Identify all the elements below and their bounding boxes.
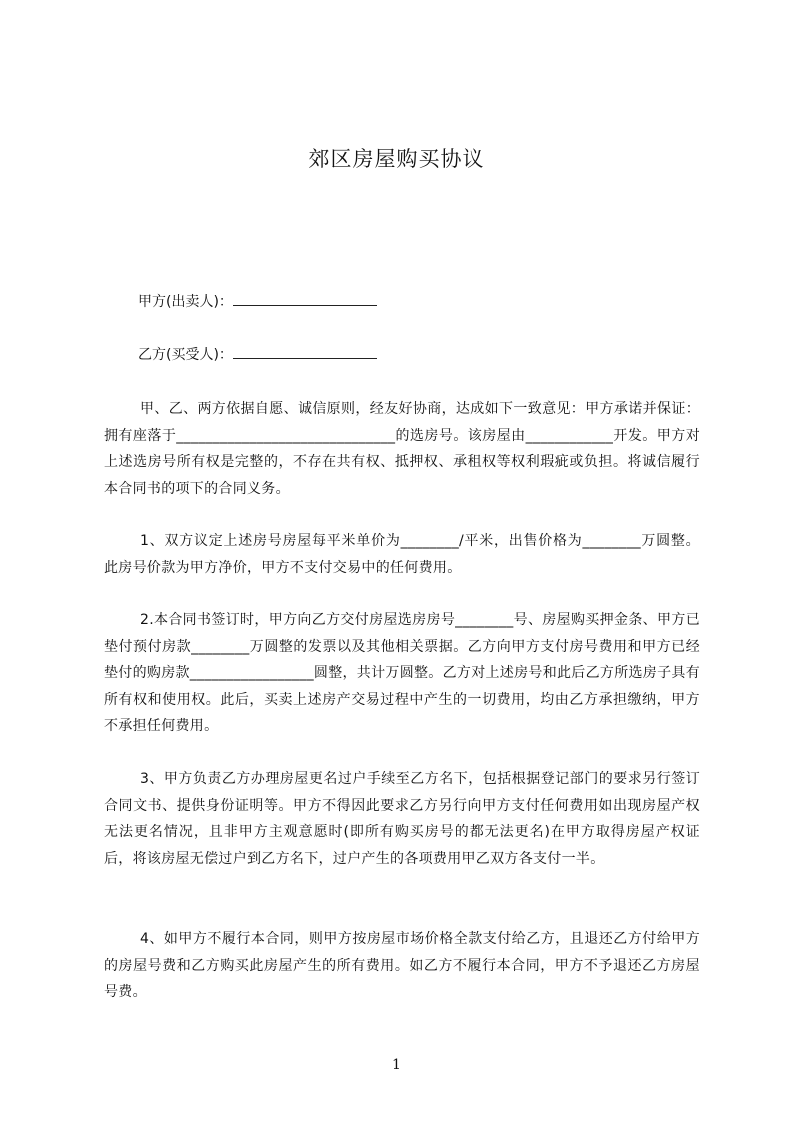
paragraph-clause-3: 3、甲方负责乙方办理房屋更名过户手续至乙方名下，包括根据登记部门的要求另行签订合同文书、提供身份证明等。甲方不得因此要求乙方另行向甲方支付任何费用如出现房屋产权无法更名情况，且非甲方主观意愿时(即所有购买房号的都无法更名)在甲方取得房屋产权证后，将该房屋无偿过户到乙方名下，过户产生的各项费用甲乙双方各支付一半。 [104,771,700,867]
page-number: 1 [392,1057,401,1073]
party-b-line [138,344,377,365]
party-a-label: 甲方(出卖人)： [138,294,233,310]
paragraph-clause-1: 1、双方议定上述房号房屋每平米单价为________/平米，出售价格为________万圆整。此房号价款为甲方净价，甲方不支付交易中的任何费用。 [104,533,700,576]
party-a-line [138,291,377,312]
paragraph-clause-4: 4、如甲方不履行本合同，则甲方按房屋市场价格全款支付给乙方，且退还乙方付给甲方的房屋号费和乙方购买此房屋产生的所有费用。如乙方不履行本合同，甲方不予退还乙方房屋号费。 [104,931,700,1000]
party-a-blank [233,291,377,306]
party-b-label: 乙方(买受人)： [138,347,233,363]
document-title: 郊区房屋购买协议 [308,147,485,171]
party-b-blank [233,344,377,359]
paragraph-clause-2: 2.本合同书签订时，甲方向乙方交付房屋选房房号________号、房屋购买押金条、甲方已垫付预付房款________万圆整的发票以及其他相关票据。乙方向甲方支付房号费用和甲方已经垫付的购房款_________________圆整，共计万圆整。乙方对上述房号和此后乙方所选房子具有所有权和使用权。此后，买卖上述房产交易过程中产生的一切费用，均由乙方承担缴纳，甲方不承担任何费用。 [104,612,700,734]
paragraph-intro: 甲、乙、两方依据自愿、诚信原则，经友好协商，达成如下一致意见：甲方承诺并保证：拥有座落于______________________________的选房号。该房屋由____________开发。甲方对上述选房号所有权是完整的，不存在共有权、抵押权、承租权等权利瑕疵或负担。将诚信履行本合同书的项下的合同义务。 [104,401,700,497]
